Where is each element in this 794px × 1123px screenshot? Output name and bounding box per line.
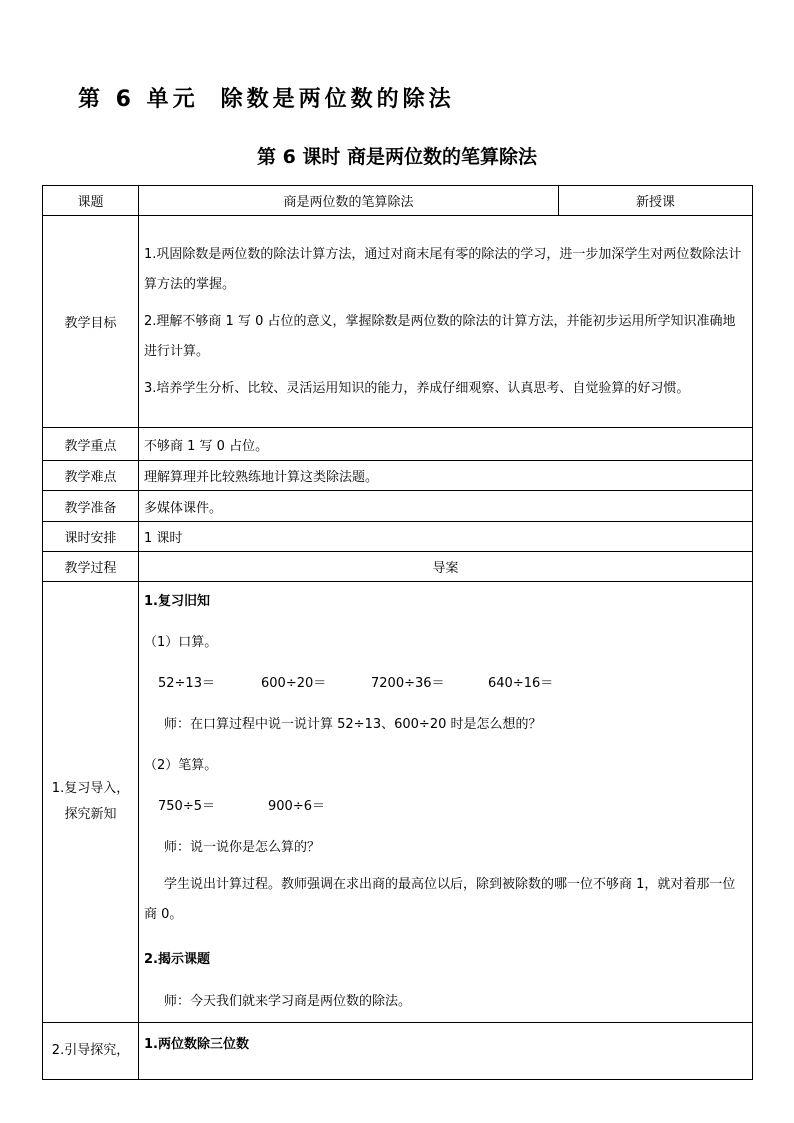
difficulty-value: 理解算理并比较熟练地计算这类除法题。 [139, 461, 753, 491]
goal-1: 1.巩固除数是两位数的除法计算方法，通过对商末尾有零的除法的学习，进一步加深学生对两位数除法计算方法的掌握。 [144, 246, 742, 292]
prep-label: 教学准备 [43, 491, 139, 522]
key-row [43, 428, 753, 461]
equation: 900÷6＝ [268, 799, 325, 814]
reveal-heading: 2.揭示课题 [144, 952, 210, 967]
equation: 600÷20＝ [261, 676, 327, 691]
unit-title [78, 82, 455, 113]
difficulty-label: 教学难点 [43, 461, 139, 491]
equation: 640÷16＝ [488, 676, 554, 691]
lesson-plan-table [42, 185, 753, 1080]
oral-teacher-question: 师：在口算过程中说一说计算 52÷13、600÷20 时是怎么想的？ [164, 717, 542, 732]
difficulty-row [43, 461, 753, 491]
goal-2: 2.理解不够商 1 写 0 占位的意义，掌握除数是两位数的除法的计算方法，并能初步运用所学知识准确地进行计算。 [144, 313, 736, 359]
goals-label: 教学目标 [43, 216, 139, 428]
goal-3: 3.培养学生分析、比较、灵活运用知识的能力，养成仔细观察、认真思考、自觉验算的好习惯。 [144, 380, 690, 396]
process-label: 教学过程 [43, 552, 139, 582]
written-teacher-question: 师：说一说你是怎么算的？ [164, 840, 321, 855]
process-row [43, 552, 753, 582]
equation: 7200÷36＝ [371, 676, 445, 691]
goals-row [43, 216, 753, 428]
schedule-label: 课时安排 [43, 522, 139, 552]
equation: 750÷5＝ [158, 799, 215, 814]
section1-label: 1.复习导入，探究新知 [43, 582, 139, 1023]
goals-cell [139, 216, 753, 428]
lesson-title: 第 6 课时 商是两位数的笔算除法 [256, 146, 538, 168]
unit-number: 第 6 单元 [78, 87, 199, 112]
process-value: 导案 [139, 552, 753, 582]
written-equations [158, 795, 325, 814]
review-heading: 1.复习旧知 [144, 594, 210, 609]
section1-cell [139, 582, 753, 1023]
section2-value: 1.两位数除三位数 [139, 1023, 753, 1080]
section1-row [43, 582, 753, 1023]
prep-row [43, 491, 753, 522]
written-heading: （2）笔算。 [144, 758, 218, 773]
topic-value: 商是两位数的笔算除法 [139, 186, 559, 216]
key-label: 教学重点 [43, 428, 139, 461]
schedule-row [43, 522, 753, 552]
section2-label: 2.引导探究， [43, 1023, 139, 1080]
reveal-text: 师：今天我们就来学习商是两位数的除法。 [164, 994, 412, 1009]
oral-heading: （1）口算。 [144, 635, 218, 650]
student-explanation: 学生说出计算过程。教师强调在求出商的最高位以后，除到被除数的哪一位不够商 1，就对着那一位商 0。 [144, 877, 736, 922]
oral-equations [158, 672, 553, 691]
equation: 52÷13＝ [158, 676, 215, 691]
prep-value: 多媒体课件。 [139, 491, 753, 522]
schedule-value: 1 课时 [139, 522, 753, 552]
unit-name: 除数是两位数的除法 [220, 87, 455, 112]
lesson-type: 新授课 [559, 186, 753, 216]
topic-label: 课题 [43, 186, 139, 216]
key-value: 不够商 1 写 0 占位。 [139, 428, 753, 461]
section2-row [43, 1023, 753, 1080]
topic-row [43, 186, 753, 216]
